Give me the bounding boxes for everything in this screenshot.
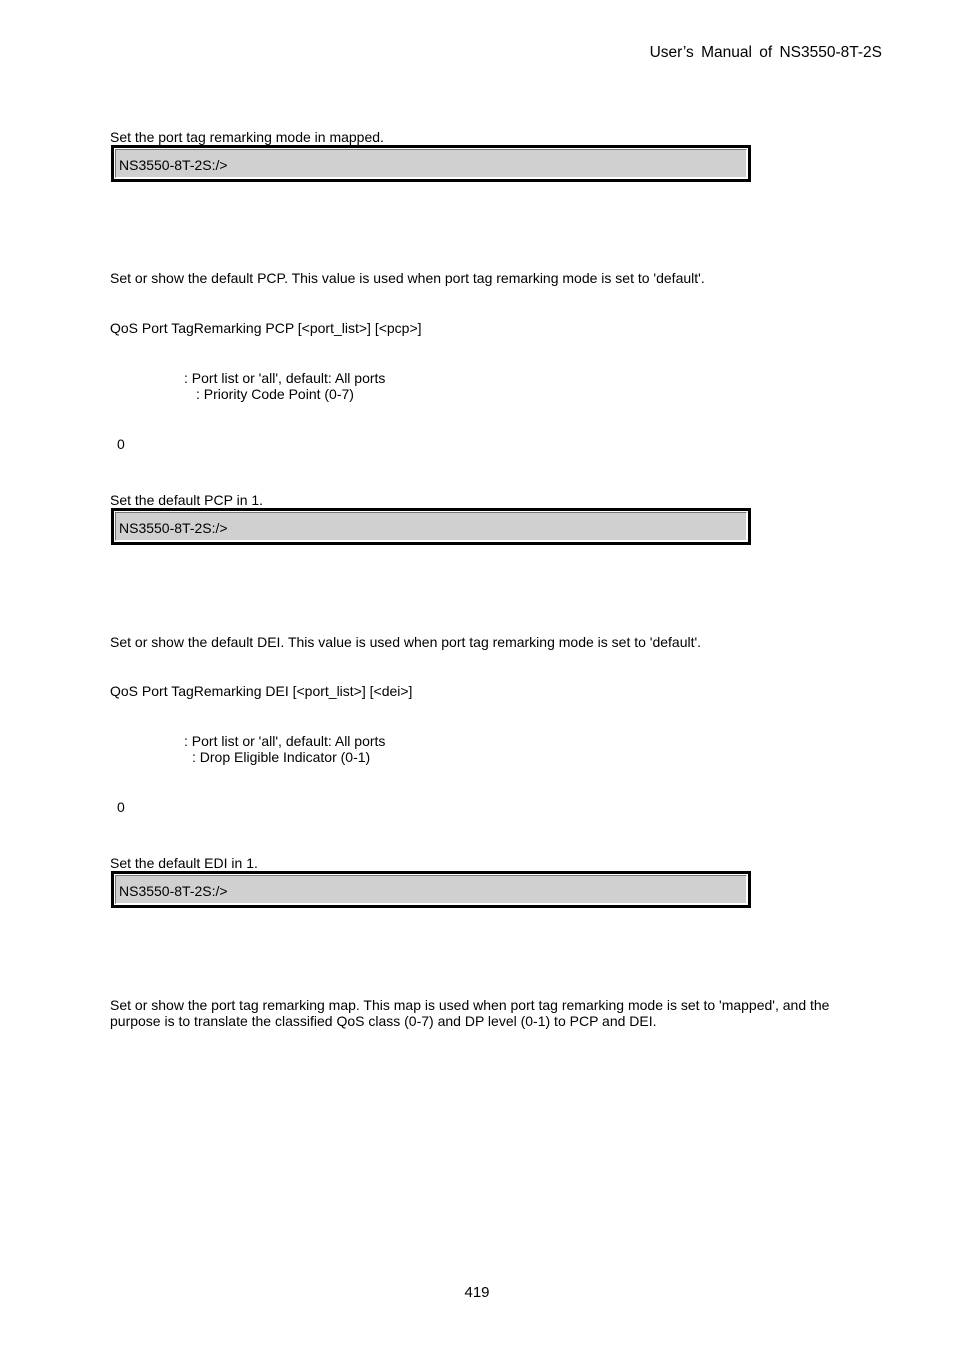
section-description: Set or show the default PCP. This value is used when port tag remarking mode is set to 'default'. bbox=[110, 270, 705, 286]
command-box-inner bbox=[115, 875, 747, 904]
cli-prompt: NS3550-8T-2S:/> bbox=[119, 157, 228, 173]
default-value: 0 bbox=[117, 799, 125, 815]
command-box bbox=[111, 508, 751, 545]
command-syntax: QoS Port TagRemarking DEI [<port_list>] [<dei>] bbox=[110, 683, 413, 699]
cli-prompt: NS3550-8T-2S:/> bbox=[119, 883, 228, 899]
command-box-inner bbox=[115, 149, 747, 178]
example-caption: Set the port tag remarking mode in mapped. bbox=[110, 129, 384, 145]
parameter-port-list: : Port list or 'all', default: All ports bbox=[184, 733, 386, 749]
parameter-dei: : Drop Eligible Indicator (0-1) bbox=[192, 749, 371, 765]
command-box bbox=[111, 145, 751, 182]
command-box bbox=[111, 871, 751, 908]
default-value: 0 bbox=[117, 436, 125, 452]
example-caption: Set the default EDI in 1. bbox=[110, 855, 258, 871]
page-number: 419 bbox=[464, 1284, 490, 1301]
parameter-port-list: : Port list or 'all', default: All ports bbox=[184, 370, 386, 386]
section-description-line-2: purpose is to translate the classified QoS class (0-7) and DP level (0-1) to PCP and DEI. bbox=[110, 1013, 657, 1029]
cli-prompt: NS3550-8T-2S:/> bbox=[119, 520, 228, 536]
command-box-inner bbox=[115, 512, 747, 541]
parameter-pcp: : Priority Code Point (0-7) bbox=[196, 386, 354, 402]
section-description: Set or show the default DEI. This value is used when port tag remarking mode is set to 'default'. bbox=[110, 634, 702, 650]
section-description-line-1: Set or show the port tag remarking map. This map is used when port tag remarking mode is set to 'mapped', and the bbox=[110, 997, 830, 1013]
command-syntax: QoS Port TagRemarking PCP [<port_list>] [<pcp>] bbox=[110, 320, 422, 336]
page-header: User’s Manual of NS3550-8T-2S bbox=[649, 44, 882, 61]
example-caption: Set the default PCP in 1. bbox=[110, 492, 264, 508]
